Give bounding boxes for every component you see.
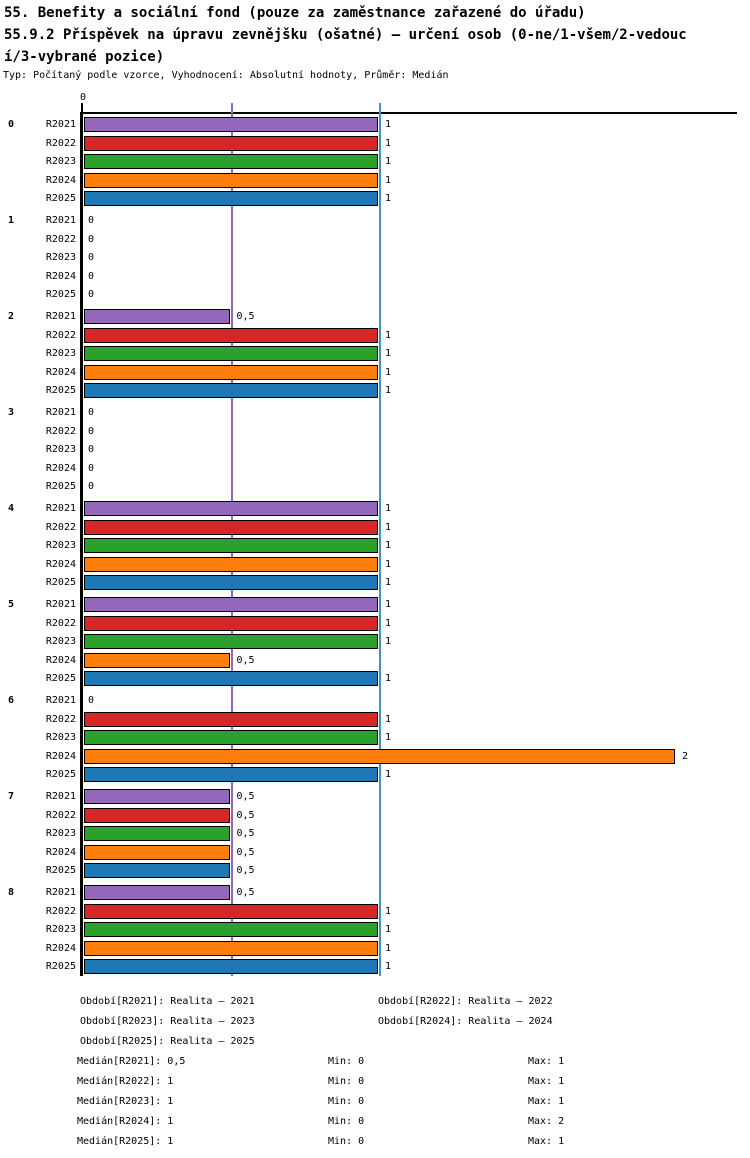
series-label: R2025 [45, 193, 76, 205]
bar-r2023-cat5 [84, 634, 378, 649]
series-label: R2025 [45, 961, 76, 973]
bar-value-label: 1 [385, 137, 392, 149]
bar-r2024-cat5 [84, 653, 230, 668]
bar-value-label: 1 [385, 174, 392, 186]
series-label: R2024 [45, 270, 76, 282]
legend-max-entry: Max: 1 [528, 1056, 565, 1067]
bar-value-label: 1 [385, 961, 392, 973]
series-label: R2023 [45, 540, 76, 552]
legend-max-entry: Max: 1 [528, 1136, 565, 1147]
bar-value-label: 0 [88, 233, 95, 245]
bar-value-label: 0,5 [236, 887, 255, 898]
bar-r2022-cat4 [84, 520, 378, 535]
series-label: R2025 [45, 289, 76, 301]
bar-r2024-cat6 [84, 749, 675, 764]
series-label: R2025 [45, 577, 76, 589]
legend-min-entry: Min: 0 [328, 1116, 365, 1127]
series-label: R2025 [45, 673, 76, 685]
bar-value-label: 1 [385, 385, 392, 397]
bar-value-label: 0 [88, 270, 95, 282]
bar-r2022-cat5 [84, 616, 378, 631]
bar-value-label: 1 [385, 366, 392, 378]
series-label: R2023 [45, 732, 76, 744]
bar-value-label: 0,5 [236, 828, 255, 840]
series-label: R2021 [45, 503, 76, 514]
bar-value-label: 1 [385, 942, 392, 954]
series-label: R2023 [45, 828, 76, 840]
bar-value-label: 0 [88, 252, 95, 264]
bar-value-label: 1 [385, 119, 392, 130]
legend-median-entry: Medián[R2022]: 1 [77, 1076, 174, 1087]
series-label: R2024 [45, 174, 76, 186]
bar-r2023-cat6 [84, 730, 378, 745]
bar-r2025-cat0 [84, 191, 378, 206]
page-subtitle-wrap: í/3-vybrané pozice) [4, 49, 165, 65]
page-title: 55. Benefity a sociální fond (pouze za zaměstnance zařazené do úřadu) [4, 5, 586, 21]
bar-value-label: 1 [385, 193, 392, 205]
category-label: 7 [8, 791, 15, 802]
series-label: R2025 [45, 385, 76, 397]
bar-value-label: 0 [88, 215, 95, 226]
bar-value-label: 0,5 [236, 791, 255, 802]
category-label: 0 [8, 119, 15, 130]
bar-r2024-cat8 [84, 941, 378, 956]
legend-min-entry: Min: 0 [328, 1056, 365, 1067]
bar-value-label: 1 [385, 521, 392, 533]
bar-value-label: 1 [385, 732, 392, 744]
series-label: R2025 [45, 769, 76, 781]
bar-value-label: 1 [385, 673, 392, 685]
legend-period-entry: Období[R2024]: Realita – 2024 [378, 1016, 553, 1027]
bar-value-label: 0 [88, 462, 95, 474]
x-axis-zero-label: 0 [79, 92, 87, 103]
x-axis-zero-tick [81, 103, 83, 112]
bar-r2022-cat8 [84, 904, 378, 919]
bar-value-label: 0,5 [236, 846, 255, 858]
chart-meta-line: Typ: Počítaný podle vzorce, Vyhodnocení: Absolutní hodnoty, Průměr: Medián [3, 70, 449, 81]
legend-period-entry: Období[R2023]: Realita – 2023 [80, 1016, 255, 1027]
bar-value-label: 1 [385, 540, 392, 552]
series-label: R2022 [45, 329, 76, 341]
legend-max-entry: Max: 1 [528, 1096, 565, 1107]
series-label: R2024 [45, 558, 76, 570]
category-label: 3 [8, 407, 15, 418]
legend-min-entry: Min: 0 [328, 1136, 365, 1147]
bar-r2025-cat6 [84, 767, 378, 782]
bar-r2022-cat0 [84, 136, 378, 151]
legend-min-entry: Min: 0 [328, 1076, 365, 1087]
bar-r2023-cat4 [84, 538, 378, 553]
bar-r2021-cat7 [84, 789, 230, 804]
series-label: R2021 [45, 887, 76, 898]
legend-max-entry: Max: 2 [528, 1116, 565, 1127]
series-label: R2021 [45, 407, 76, 418]
bar-r2022-cat2 [84, 328, 378, 343]
series-label: R2022 [45, 521, 76, 533]
series-label: R2023 [45, 156, 76, 168]
bar-r2023-cat7 [84, 826, 230, 841]
series-label: R2023 [45, 924, 76, 936]
series-label: R2021 [45, 119, 76, 130]
bar-value-label: 1 [385, 905, 392, 917]
bar-value-label: 0,5 [236, 311, 255, 322]
series-label: R2025 [45, 865, 76, 877]
series-label: R2025 [45, 481, 76, 493]
page-subtitle: 55.9.2 Příspěvek na úpravu zevnějšku (ošatné) – určení osob (0-ne/1-všem/2-vedouc [4, 27, 687, 43]
bar-value-label: 1 [385, 503, 392, 514]
legend-period-entry: Období[R2022]: Realita – 2022 [378, 996, 553, 1007]
series-label: R2024 [45, 942, 76, 954]
series-label: R2022 [45, 137, 76, 149]
series-label: R2024 [45, 366, 76, 378]
bar-r2023-cat2 [84, 346, 378, 361]
legend-median-entry: Medián[R2023]: 1 [77, 1096, 174, 1107]
series-label: R2023 [45, 444, 76, 456]
series-label: R2021 [45, 311, 76, 322]
legend-median-entry: Medián[R2024]: 1 [77, 1116, 174, 1127]
legend-min-entry: Min: 0 [328, 1096, 365, 1107]
series-label: R2022 [45, 233, 76, 245]
bar-value-label: 1 [385, 617, 392, 629]
bar-value-label: 0,5 [236, 865, 255, 877]
series-label: R2021 [45, 791, 76, 802]
bar-r2025-cat7 [84, 863, 230, 878]
bar-value-label: 0,5 [236, 809, 255, 821]
category-label: 5 [8, 599, 15, 610]
bar-value-label: 1 [385, 599, 392, 610]
bar-r2022-cat6 [84, 712, 378, 727]
legend-median-entry: Medián[R2021]: 0,5 [77, 1056, 186, 1067]
series-label: R2021 [45, 599, 76, 610]
y-axis-line [80, 112, 83, 976]
legend-period-entry: Období[R2021]: Realita – 2021 [80, 996, 255, 1007]
category-label: 8 [8, 887, 15, 898]
bar-value-label: 0,5 [236, 654, 255, 666]
legend-max-entry: Max: 1 [528, 1076, 565, 1087]
bar-value-label: 1 [385, 329, 392, 341]
bar-value-label: 1 [385, 636, 392, 648]
series-label: R2024 [45, 846, 76, 858]
bar-r2025-cat8 [84, 959, 378, 974]
bar-r2024-cat4 [84, 557, 378, 572]
category-label: 1 [8, 215, 15, 226]
bar-value-label: 0 [88, 695, 95, 706]
series-label: R2023 [45, 348, 76, 360]
bar-value-label: 1 [385, 769, 392, 781]
bar-value-label: 1 [385, 348, 392, 360]
median-line-r2025 [379, 103, 381, 976]
series-label: R2021 [45, 695, 76, 706]
series-label: R2022 [45, 809, 76, 821]
x-axis-line [80, 112, 737, 114]
bar-r2021-cat4 [84, 501, 378, 516]
series-label: R2022 [45, 425, 76, 437]
bar-r2022-cat7 [84, 808, 230, 823]
series-label: R2022 [45, 617, 76, 629]
bar-value-label: 0 [88, 289, 95, 301]
series-label: R2023 [45, 636, 76, 648]
category-label: 6 [8, 695, 15, 706]
bar-r2025-cat5 [84, 671, 378, 686]
bar-r2021-cat2 [84, 309, 230, 324]
series-label: R2024 [45, 654, 76, 666]
series-label: R2021 [45, 215, 76, 226]
bar-value-label: 1 [385, 924, 392, 936]
bar-value-label: 0 [88, 425, 95, 437]
bar-r2024-cat2 [84, 365, 378, 380]
series-label: R2024 [45, 462, 76, 474]
series-label: R2024 [45, 750, 76, 762]
series-label: R2022 [45, 905, 76, 917]
legend-period-entry: Období[R2025]: Realita – 2025 [80, 1036, 255, 1047]
bar-r2025-cat4 [84, 575, 378, 590]
bar-value-label: 1 [385, 713, 392, 725]
bar-r2024-cat0 [84, 173, 378, 188]
series-label: R2022 [45, 713, 76, 725]
bar-value-label: 0 [88, 444, 95, 456]
bar-value-label: 0 [88, 407, 95, 418]
bar-value-label: 1 [385, 558, 392, 570]
series-label: R2023 [45, 252, 76, 264]
bar-value-label: 2 [682, 750, 689, 762]
bar-r2024-cat7 [84, 845, 230, 860]
bar-r2021-cat8 [84, 885, 230, 900]
bar-value-label: 0 [88, 481, 95, 493]
bar-r2021-cat5 [84, 597, 378, 612]
bar-value-label: 1 [385, 156, 392, 168]
bar-r2025-cat2 [84, 383, 378, 398]
bar-value-label: 1 [385, 577, 392, 589]
bar-r2023-cat8 [84, 922, 378, 937]
bar-r2023-cat0 [84, 154, 378, 169]
category-label: 2 [8, 311, 15, 322]
legend-median-entry: Medián[R2025]: 1 [77, 1136, 174, 1147]
bar-r2021-cat0 [84, 117, 378, 132]
category-label: 4 [8, 503, 15, 514]
